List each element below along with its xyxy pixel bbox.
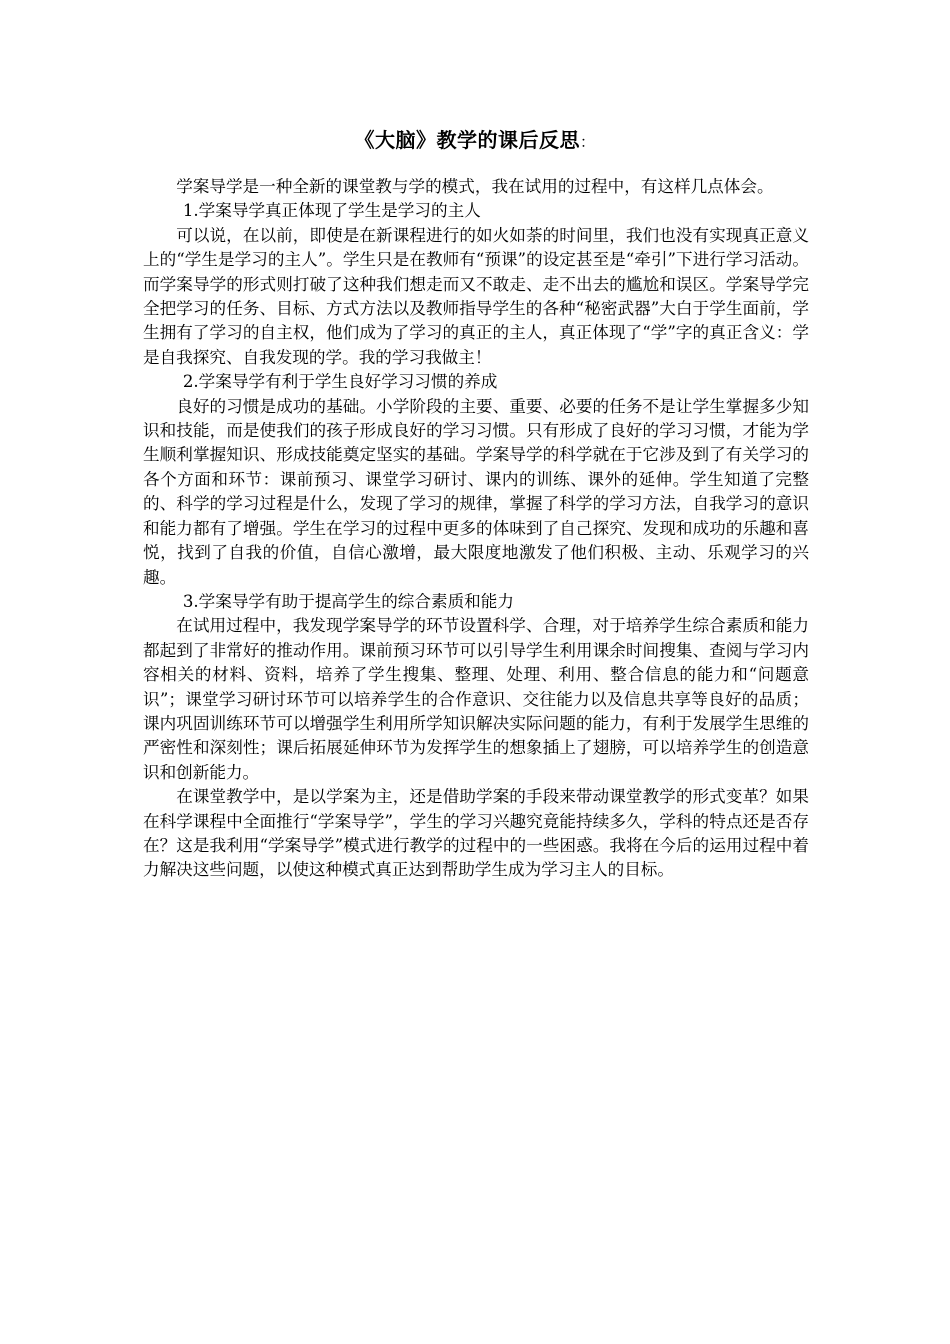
section-paragraph-3: 在试用过程中，我发现学案导学的环节设置科学、合理，对于培养学生综合素质和能力都起到了非常好的推动作用。课前预习环节可以引导学生利用课余时间搜集、查阅与学习内容相关的材料、资料，培养了学生搜集、整理、处理、利用、整合信息的能力和“问题意识”；课堂学习研讨环节可以培养学生的合作意识、交往能力以及信息共享等良好的品质；课内巩固训练环节可以增强学生利用所学知识解决实际问题的能力，有利于发展学生思维的严密性和深刻性；课后拓展延伸环节为发挥学生的想象插上了翅膀，可以培养学生的创造意识和创新能力。 [143,616,809,782]
title-colon: ： [579,133,596,151]
section-heading-1: 1.学案导学真正体现了学生是学习的主人 [182,201,481,221]
intro-paragraph: 学案导学是一种全新的课堂教与学的模式，我在试用的过程中，有这样几点体会。 [176,177,774,196]
title-text: 《大脑》教学的课后反思 [354,128,580,152]
section-heading-2: 2.学案导学有利于学生良好学习习惯的养成 [182,372,498,392]
document-title [0,126,950,156]
section-paragraph-2: 良好的习惯是成功的基础。小学阶段的主要、重要、必要的任务不是让学生掌握多少知识和技能，而是使我们的孩子形成良好的学习习惯。只有形成了良好的学习习惯，才能为学生顺利掌握知识、形成技能奠定坚实的基础。学案导学的科学就在于它涉及到了有关学习的各个方面和环节：课前预习、课堂学习研讨、课内的训练、课外的延伸。学生知道了完整的、科学的学习过程是什么，发现了学习的规律，掌握了科学的学习方法，自我学习的意识和能力都有了增强。学生在学习的过程中更多的体味到了自己探究、发现和成功的乐趣和喜悦，找到了自我的价值，自信心激增，最大限度地激发了他们积极、主动、乐观学习的兴趣。 [143,396,809,587]
closing-paragraph: 在课堂教学中，是以学案为主，还是借助学案的手段来带动课堂教学的形式变革？如果在科学课程中全面推行“学案导学”，学生的学习兴趣究竟能持续多久，学科的特点还是否存在？这是我利用“学案导学”模式进行教学的过程中的一些困惑。我将在今后的运用过程中着力解决这些问题，以使这种模式真正达到帮助学生成为学习主人的目标。 [143,787,809,880]
section-paragraph-1: 可以说，在以前，即使是在新课程进行的如火如荼的时间里，我们也没有实现真正意义上的“学生是学习的主人”。学生只是在教师有“预课”的设定甚至是“牵引”下进行学习活动。而学案导学的形式则打破了这种我们想走而又不敢走、走不出去的尴尬和误区。学案导学完全把学习的任务、目标、方式方法以及教师指导学生的各种“秘密武器”大白于学生面前，学生拥有了学习的自主权，他们成为了学习的真正的主人，真正体现了“学”字的真正含义：学是自我探究、自我发现的学。我的学习我做主！ [143,225,809,367]
document-body [143,175,809,883]
section-heading-3: 3.学案导学有助于提高学生的综合素质和能力 [182,591,514,611]
